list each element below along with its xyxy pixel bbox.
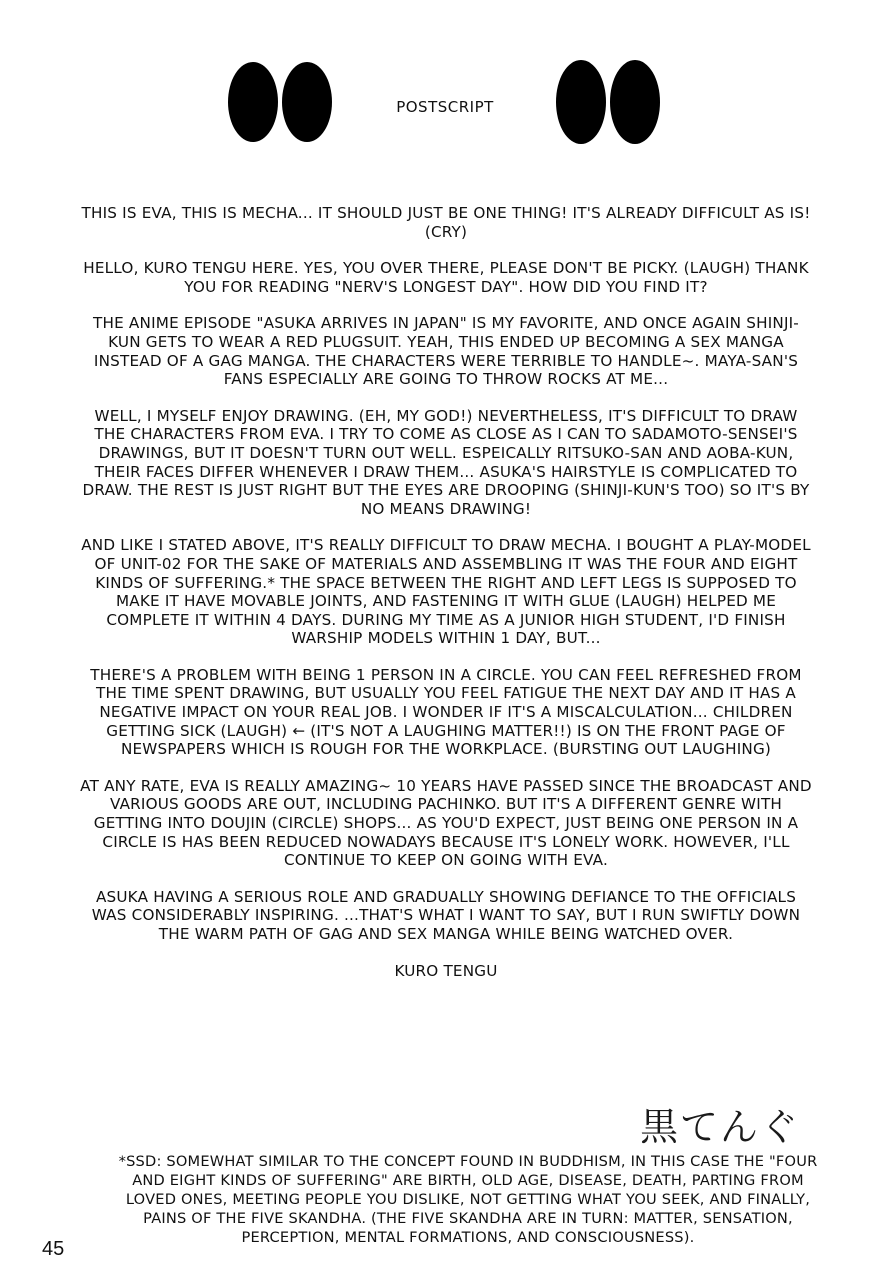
left-oval-1: [228, 62, 278, 142]
paragraph: AND LIKE I STATED ABOVE, IT'S REALLY DIFFICULT TO DRAW MECHA. I BOUGHT A PLAY-MODEL OF UNIT-02 FOR THE SAKE OF MATERIALS AND ASSEMBLING IT WAS THE FOUR AND EIGHT KINDS OF SUFFERING.* THE SPACE BETWEEN THE RIGHT AND LEFT LEGS IS SUPPOSED TO MAKE IT HAVE MOVABLE JOINTS, AND FASTENING IT WITH GLUE (LAUGH) HELPED ME COMPLETE IT WITHIN 4 DAYS. DURING MY TIME AS A JUNIOR HIGH STUDENT, I'D FINISH WARSHIP MODELS WITHIN 1 DAY, BUT...: [81, 536, 811, 648]
paragraph: ASUKA HAVING A SERIOUS ROLE AND GRADUALLY SHOWING DEFIANCE TO THE OFFICIALS WAS CONSIDERABLY INSPIRING. ...THAT'S WHAT I WANT TO SAY, BUT I RUN SWIFTLY DOWN THE WARM PATH OF GAG AND SEX MANGA WHILE BEING WATCHED OVER.: [91, 887, 801, 943]
page-number: 45: [42, 1238, 65, 1260]
paragraph: AT ANY RATE, EVA IS REALLY AMAZING~ 10 YEARS HAVE PASSED SINCE THE BROADCAST AND VARIOUS GOODS ARE OUT, INCLUDING PACHINKO. BUT IT'S A DIFFERENT GENRE WITH GETTING INTO DOUJIN (CIRCLE) SHOPS... AS YOU'D EXPECT, JUST BEING ONE PERSON IN A CIRCLE IS HAS BEEN REDUCED NOWADAYS BECAUSE IT'S LONELY WORK. HOWEVER, I'LL CONTINUE TO KEEP ON GOING WITH EVA.: [80, 776, 812, 870]
paragraph: HELLO, KURO TENGU HERE. YES, YOU OVER THERE, PLEASE DON'T BE PICKY. (LAUGH) THANK YOU FOR READING "NERV'S LONGEST DAY". HOW DID YOU FIND IT?: [83, 259, 809, 296]
postscript-body: [78, 204, 814, 998]
paragraph: THIS IS EVA, THIS IS MECHA... IT SHOULD JUST BE ONE THING! IT'S ALREADY DIFFICULT AS IS! (CRY): [81, 204, 811, 241]
paragraph: WELL, I MYSELF ENJOY DRAWING. (EH, MY GOD!) NEVERTHELESS, IT'S DIFFICULT TO DRAW THE CHARACTERS FROM EVA. I TRY TO COME AS CLOSE AS I CAN TO SADAMOTO-SENSEI'S DRAWINGS, BUT IT DOESN'T TURN OUT WELL. ESPEICALLY RITSUKO-SAN AND AOBA-KUN, THEIR FACES DIFFER WHENEVER I DRAW THEM... ASUKA'S HAIRSTYLE IS COMPLICATED TO DRAW. THE REST IS JUST RIGHT BUT THE EYES ARE DROOPING (SHINJI-KUN'S TOO) SO IT'S BY NO MEANS DRAWING!: [82, 406, 810, 518]
left-oval-2: [282, 62, 332, 142]
paragraph: THERE'S A PROBLEM WITH BEING 1 PERSON IN A CIRCLE. YOU CAN FEEL REFRESHED FROM THE TIME SPENT DRAWING, BUT USUALLY YOU FEEL FATIGUE THE NEXT DAY AND IT HAS A NEGATIVE IMPACT ON YOUR REAL JOB. I WONDER IF IT'S A MISCALCULATION... CHILDREN GETTING SICK (LAUGH) ← (IT'S NOT A LAUGHING MATTER!!) IS ON THE FRONT PAGE OF NEWSPAPERS WHICH IS ROUGH FOR THE WORKPLACE. (BURSTING OUT LAUGHING): [90, 665, 802, 759]
paragraph: THE ANIME EPISODE "ASUKA ARRIVES IN JAPAN" IS MY FAVORITE, AND ONCE AGAIN SHINJI-KUN GETS TO WEAR A RED PLUGSUIT. YEAH, THIS ENDED UP BECOMING A SEX MANGA INSTEAD OF A GAG MANGA. THE CHARACTERS WERE TERRIBLE TO HANDLE~. MAYA-SAN'S FANS ESPECIALLY ARE GOING TO THROW ROCKS AT ME...: [93, 314, 799, 389]
right-oval-1: [556, 60, 606, 144]
footnote: *SSD: SOMEWHAT SIMILAR TO THE CONCEPT FOUND IN BUDDHISM, IN THIS CASE THE "FOUR AND EIGHT KINDS OF SUFFERING" ARE BIRTH, OLD AGE, DISEASE, DEATH, PARTING FROM LOVED ONES, MEETING PEOPLE YOU DISLIKE, NOT GETTING WHAT YOU SEEK, AND FINALLY, PAINS OF THE FIVE SKANDHA. (THE FIVE SKANDHA ARE IN TURN: MATTER, SENSATION, PERCEPTION, MENTAL FORMATIONS, AND CONSCIOUSNESS).: [118, 1153, 818, 1246]
right-oval-2: [610, 60, 660, 144]
author-name: KURO TENGU: [394, 961, 498, 980]
japanese-signature: 黒てんぐ: [640, 1105, 801, 1149]
page-title: POSTSCRIPT: [396, 98, 494, 116]
